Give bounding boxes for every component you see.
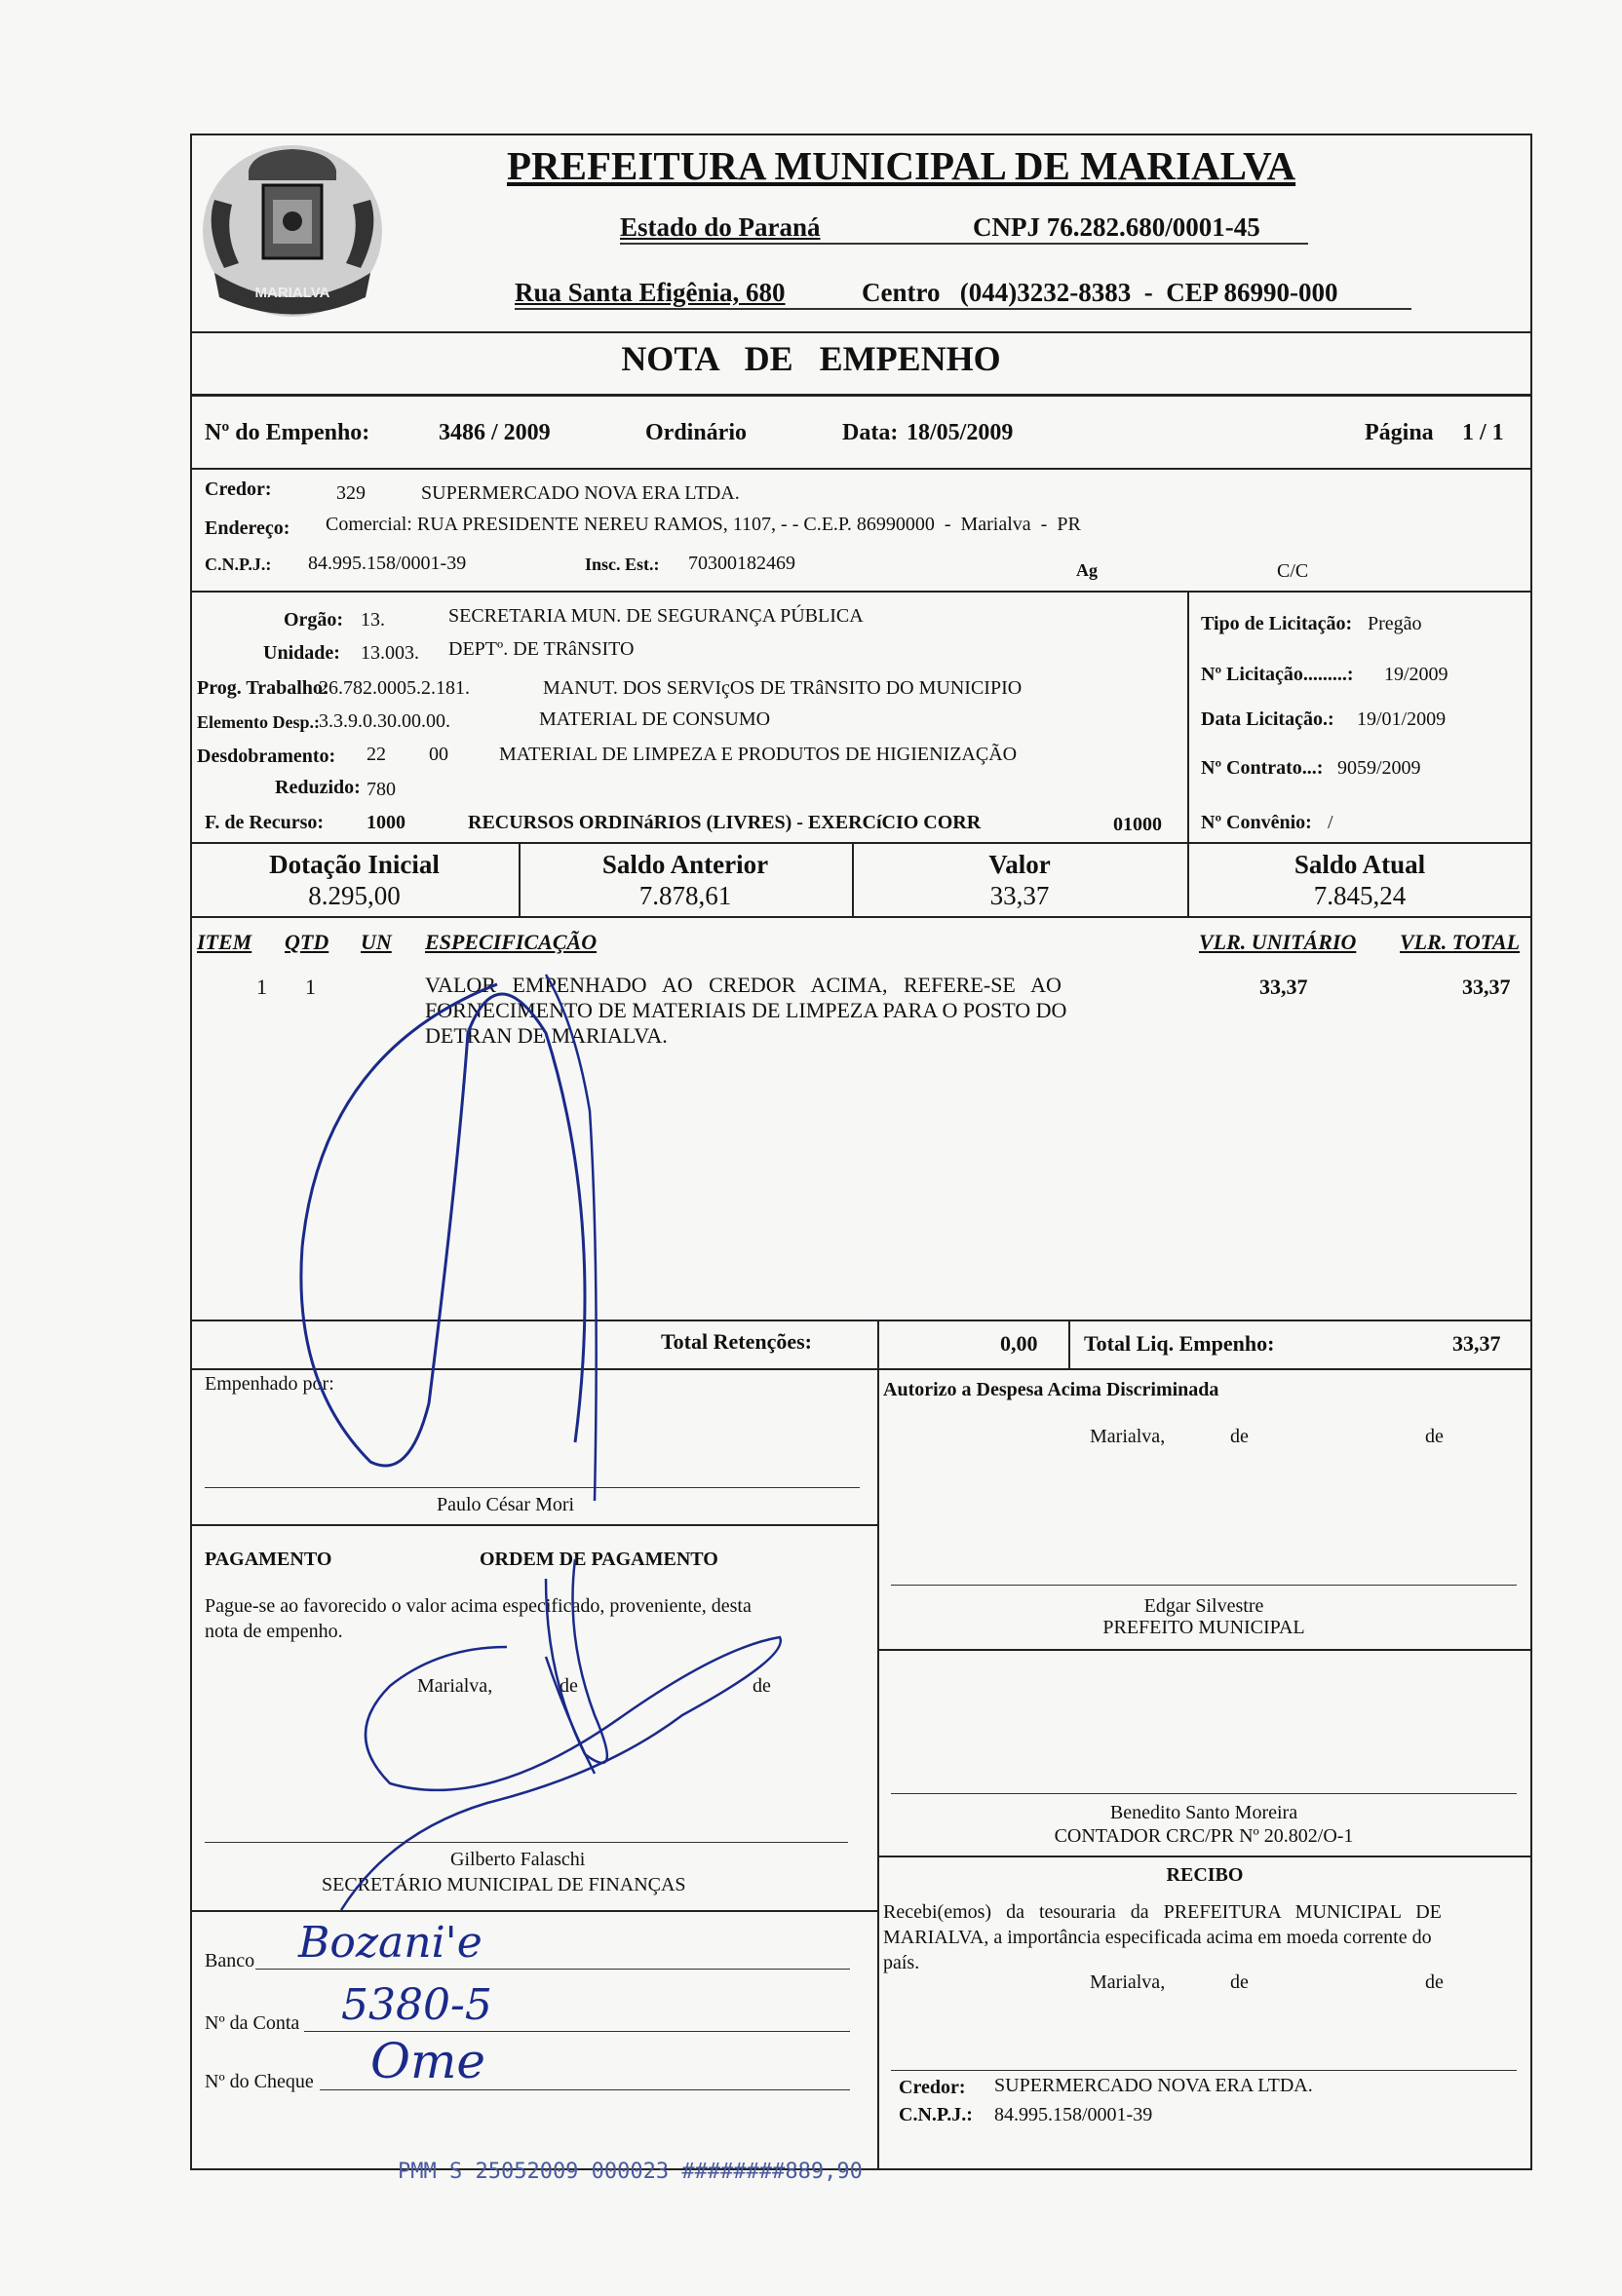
recibo-de1: de — [1230, 1971, 1249, 1993]
recurso-num: 01000 — [1113, 814, 1162, 835]
endereco-value: Comercial: RUA PRESIDENTE NEREU RAMOS, 1107, - - C.E.P. 86990000 - Marialva - PR — [326, 514, 1081, 535]
recurso-name: RECURSOS ORDINáRIOS (LIVRES) - EXERCíCIO CORR — [468, 812, 982, 833]
insc-label: Insc. Est.: — [585, 555, 660, 574]
licitacao-num-label: Nº Licitação.........: — [1201, 664, 1354, 685]
item-desc-line2: FORNECIMENTO DE MATERIAIS DE LIMPEZA PARA O POSTO DO — [425, 998, 1067, 1022]
desdob-name: MATERIAL DE LIMPEZA E PRODUTOS DE HIGIENIZAÇÃO — [499, 744, 1018, 765]
orgao-code: 13. — [361, 609, 385, 631]
empenho-type: Ordinário — [645, 420, 748, 445]
saldo-anterior-value: 7.878,61 — [638, 881, 732, 910]
header-contact: Centro (044)3232-8383 - CEP 86990-000 — [862, 278, 1338, 307]
empenho-number: 3486 / 2009 — [439, 420, 551, 445]
item-desc-line3: DETRAN DE MARIALVA. — [425, 1023, 668, 1048]
recibo-cnpj: 84.995.158/0001-39 — [994, 2104, 1153, 2125]
recibo-line3: país. — [883, 1952, 920, 1973]
liquido-label: Total Liq. Empenho: — [1084, 1331, 1275, 1356]
credor-name: SUPERMERCADO NOVA ERA LTDA. — [421, 482, 740, 504]
desdob-code: 22 — [367, 744, 386, 765]
secretario-name: Gilberto Falaschi — [450, 1849, 586, 1870]
item-total-value: 33,37 — [1462, 975, 1511, 999]
col-un: UN — [361, 930, 392, 954]
licitacao-data-label: Data Licitação.: — [1201, 708, 1334, 730]
state-name: Estado do Paraná — [620, 212, 821, 242]
recibo-credor: SUPERMERCADO NOVA ERA LTDA. — [994, 2075, 1313, 2096]
col-vlr-total: VLR. TOTAL — [1400, 930, 1521, 954]
machine-stamp: PMM S 25052009 000023 ########889,90 — [398, 2160, 863, 2184]
recibo-credor-label: Credor: — [899, 2077, 966, 2098]
cheque-label: Nº do Cheque — [205, 2071, 314, 2092]
handwritten-payment-entries — [283, 1910, 868, 2105]
orgao-label: Orgão: — [284, 609, 344, 631]
col-vlr-unitario: VLR. UNITÁRIO — [1199, 930, 1357, 954]
recibo-cnpj-label: C.N.P.J.: — [899, 2104, 973, 2125]
pague-text-line1: Pague-se ao favorecido o valor acima especificado, proveniente, desta — [205, 1595, 752, 1617]
credor-code: 329 — [336, 482, 366, 504]
credor-label: Credor: — [205, 478, 272, 500]
page-number: 1 / 1 — [1462, 420, 1504, 445]
banco-label: Banco — [205, 1950, 255, 1971]
secretario-role: SECRETÁRIO MUNICIPAL DE FINANÇAS — [322, 1874, 686, 1895]
pague-text-line2: nota de empenho. — [205, 1621, 343, 1642]
cc-label: C/C — [1277, 560, 1309, 582]
recibo-marialva: Marialva, — [1090, 1971, 1166, 1993]
prog-name: MANUT. DOS SERVIçOS DE TRâNSITO DO MUNICIPIO — [543, 677, 1023, 699]
licitacao-tipo: Pregão — [1368, 613, 1422, 634]
banco-handwritten: Bozani'e — [298, 1918, 483, 1968]
contrato-label: Nº Contrato...: — [1201, 757, 1324, 779]
document-type-title: NOTA DE EMPENHO — [621, 339, 1001, 378]
item-desc-line1: VALOR EMPENHADO AO CREDOR ACIMA, REFERE-SE AO — [425, 973, 1062, 997]
page-label: Página — [1365, 420, 1434, 445]
autorizo-de2: de — [1425, 1426, 1444, 1447]
header-cnpj: CNPJ 76.282.680/0001-45 — [973, 212, 1260, 242]
elemento-code: 3.3.9.0.30.00.00. — [319, 710, 450, 732]
prefeito-name: Edgar Silvestre — [1143, 1595, 1264, 1617]
contador-role: CONTADOR CRC/PR Nº 20.802/O-1 — [1054, 1825, 1354, 1847]
pagamento-label: PAGAMENTO — [205, 1549, 332, 1570]
empenho-number-label: Nº do Empenho: — [205, 420, 370, 445]
col-item: ITEM — [197, 930, 252, 954]
valor-value: 33,37 — [989, 881, 1050, 910]
licitacao-num: 19/2009 — [1384, 664, 1448, 685]
recibo-line2: MARIALVA, a importância especificada acima em moeda corrente do — [883, 1927, 1432, 1948]
orgao-name: SECRETARIA MUN. DE SEGURANÇA PÚBLICA — [448, 605, 864, 627]
prefeito-role: PREFEITO MUNICIPAL — [1102, 1617, 1305, 1638]
prog-code: 26.782.0005.2.181. — [319, 677, 470, 699]
insc-value: 70300182469 — [688, 553, 795, 574]
elemento-name: MATERIAL DE CONSUMO — [539, 708, 771, 730]
autorizo-marialva: Marialva, — [1090, 1426, 1166, 1447]
autorizo-de1: de — [1230, 1426, 1249, 1447]
cnpj-value: 84.995.158/0001-39 — [308, 553, 467, 574]
recibo-title: RECIBO — [1166, 1864, 1244, 1886]
empenhado-label: Empenhado por: — [205, 1373, 334, 1395]
pagamento-de2: de — [753, 1675, 771, 1697]
recibo-line1: Recebi(emos) da tesouraria da PREFEITURA MUNICIPAL DE — [883, 1901, 1442, 1923]
reduzido-value: 780 — [367, 779, 396, 800]
ordem-pagamento-label: ORDEM DE PAGAMENTO — [480, 1549, 718, 1570]
conta-label: Nº da Conta — [205, 2012, 300, 2034]
convenio-label: Nº Convênio: — [1201, 812, 1312, 833]
unidade-code: 13.003. — [361, 642, 419, 664]
convenio-value: / — [1328, 812, 1333, 833]
col-qtd: QTD — [285, 930, 329, 954]
page-title: PREFEITURA MUNICIPAL DE MARIALVA — [507, 143, 1296, 188]
recurso-code: 1000 — [367, 812, 406, 833]
empenhado-name: Paulo César Mori — [437, 1494, 575, 1515]
licitacao-tipo-label: Tipo de Licitação: — [1201, 613, 1353, 634]
item-unit-value: 33,37 — [1259, 975, 1308, 999]
conta-handwritten: 5380-5 — [341, 1980, 492, 2030]
pagamento-marialva: Marialva, — [417, 1675, 493, 1697]
contrato-value: 9059/2009 — [1337, 757, 1421, 779]
liquido-value: 33,37 — [1452, 1331, 1501, 1356]
saldo-atual-label: Saldo Atual — [1294, 850, 1426, 879]
cnpj-label: C.N.P.J.: — [205, 555, 272, 574]
retencoes-label: Total Retenções: — [661, 1329, 812, 1354]
unidade-label: Unidade: — [263, 642, 340, 664]
reduzido-label: Reduzido: — [275, 777, 361, 798]
item-qtd: 1 — [305, 975, 316, 999]
desdob-label: Desdobramento: — [197, 746, 336, 767]
recibo-de2: de — [1425, 1971, 1444, 1993]
retencoes-value: 0,00 — [1000, 1331, 1038, 1356]
unidade-name: DEPTº. DE TRâNSITO — [448, 638, 635, 660]
pagamento-de1: de — [560, 1675, 578, 1697]
cheque-handwritten: Ome — [370, 2033, 485, 2089]
saldo-atual-value: 7.845,24 — [1313, 881, 1407, 910]
header-address: Rua Santa Efigênia, 680 — [515, 278, 786, 307]
svg-text:MARIALVA: MARIALVA — [254, 285, 330, 301]
endereco-label: Endereço: — [205, 517, 290, 539]
dotacao-label: Dotação Inicial — [269, 850, 440, 879]
dotacao-value: 8.295,00 — [308, 881, 401, 910]
desdob-sub: 00 — [429, 744, 448, 765]
elemento-label: Elemento Desp.: — [197, 712, 320, 732]
ag-label: Ag — [1076, 560, 1098, 580]
licitacao-data: 19/01/2009 — [1357, 708, 1447, 730]
recurso-label: F. de Recurso: — [205, 812, 325, 833]
contador-name: Benedito Santo Moreira — [1109, 1802, 1298, 1823]
item-number: 1 — [256, 975, 267, 999]
col-especificacao: ESPECIFICAÇÃO — [425, 930, 598, 954]
autorizo-text: Autorizo a Despesa Acima Discriminada — [883, 1379, 1219, 1400]
saldo-anterior-label: Saldo Anterior — [601, 850, 769, 879]
empenho-date-label: Data: — [842, 420, 899, 445]
valor-label: Valor — [988, 850, 1051, 879]
prog-label: Prog. Trabalho: — [197, 677, 329, 699]
empenho-date: 18/05/2009 — [907, 420, 1014, 445]
